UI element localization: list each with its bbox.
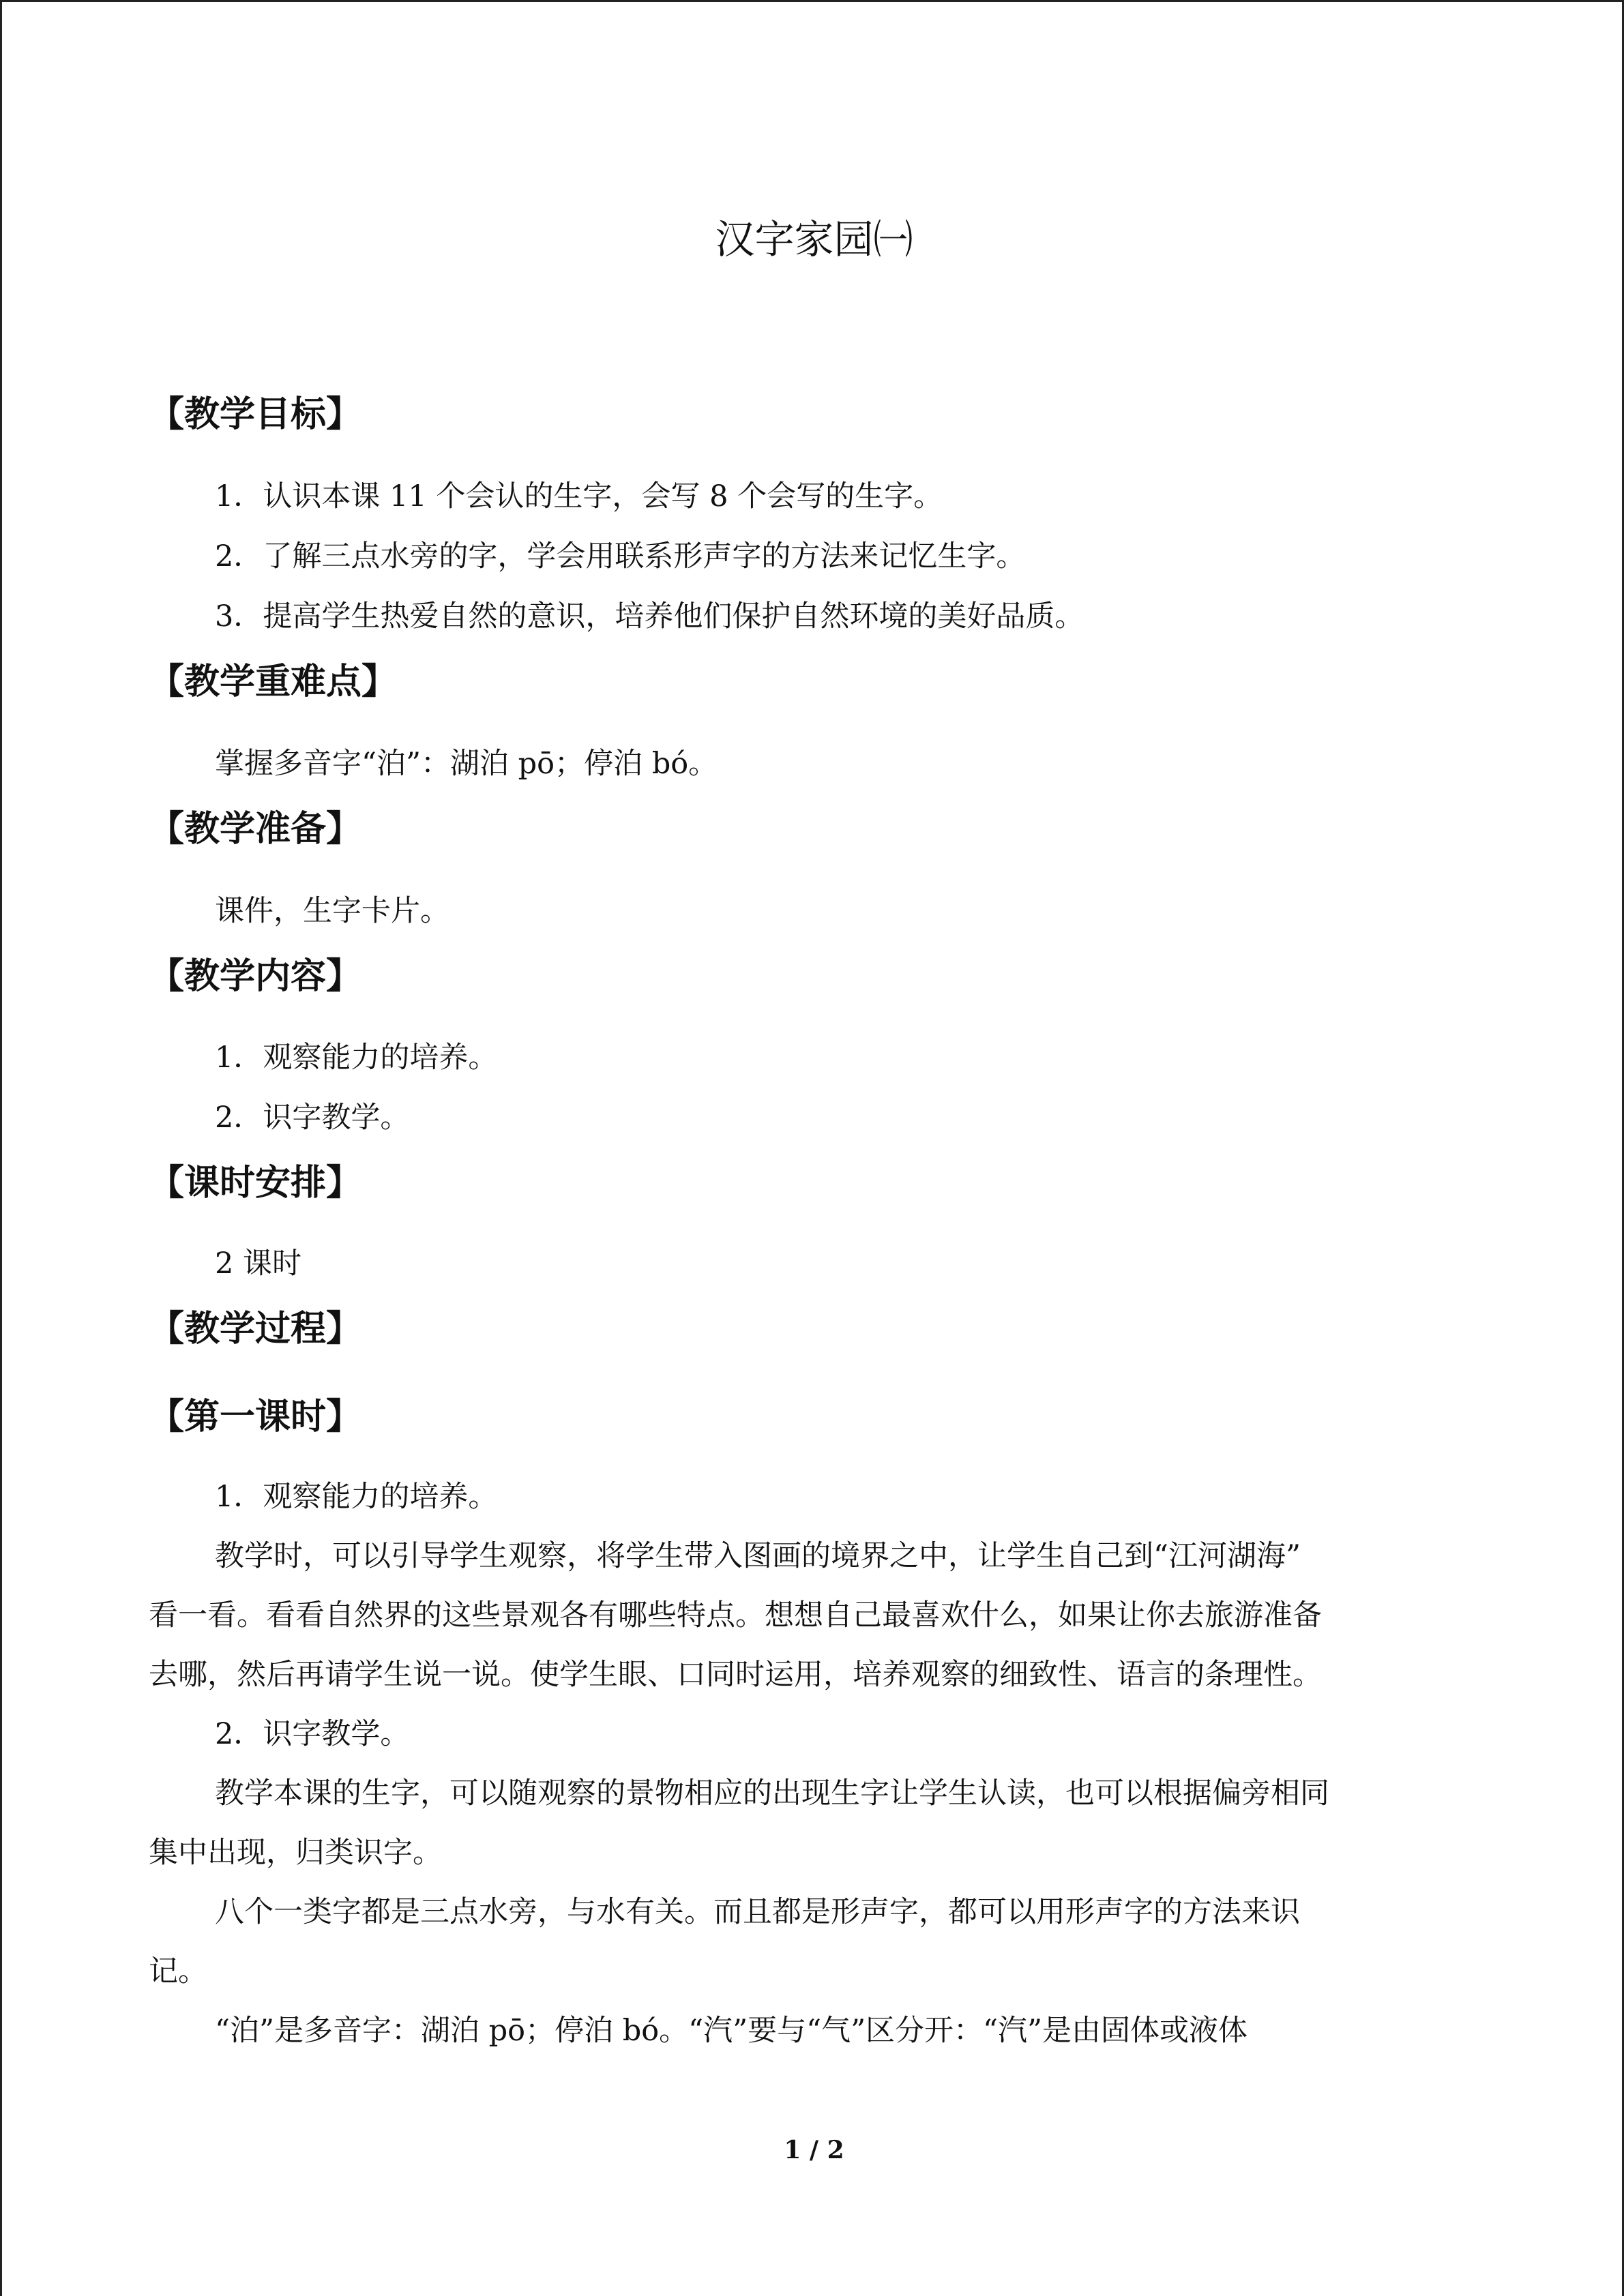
goal-item-3: 3．提高学生热爱自然的意识，培养他们保护自然环境的美好品质。 <box>215 599 1084 633</box>
heading-teaching-process: 【教学过程】 <box>149 1309 362 1350</box>
content-item-2: 2．识字教学。 <box>215 1101 410 1135</box>
lesson1-line-2: 教学时，可以引导学生观察，将学生带入图画的境界之中，让学生自己到“江河湖海” <box>215 1539 1301 1573</box>
lesson1-line-7: 集中出现，归类识字。 <box>149 1836 442 1870</box>
lesson1-line-6: 教学本课的生字，可以随观察的景物相应的出现生字让学生认读，也可以根据偏旁相同 <box>215 1776 1329 1810</box>
heading-schedule: 【课时安排】 <box>149 1163 362 1204</box>
lesson1-line-8: 八个一类字都是三点水旁，与水有关。而且都是形声字，都可以用形声字的方法来识 <box>215 1895 1300 1929</box>
heading-preparation: 【教学准备】 <box>149 809 362 850</box>
heading-teaching-goals: 【教学目标】 <box>149 394 362 435</box>
heading-key-points: 【教学重难点】 <box>149 661 398 702</box>
heading-first-lesson: 【第一课时】 <box>149 1397 362 1437</box>
preparation-text: 课件，生字卡片。 <box>215 894 449 928</box>
content-item-1: 1．观察能力的培养。 <box>215 1041 498 1075</box>
document-title: 汉字家园㈠ <box>715 216 913 263</box>
lesson1-line-1: 1．观察能力的培养。 <box>215 1480 498 1514</box>
goal-item-1: 1．认识本课 11 个会认的生字，会写 8 个会写的生字。 <box>215 479 943 513</box>
schedule-text: 2 课时 <box>215 1247 302 1281</box>
goal-item-2: 2．了解三点水旁的字，学会用联系形声字的方法来记忆生字。 <box>215 539 1026 573</box>
lesson1-line-5: 2．识字教学。 <box>215 1717 410 1751</box>
lesson1-line-3: 看一看。看看自然界的这些景观各有哪些特点。想想自己最喜欢什么，如果让你去旅游准备 <box>149 1598 1322 1632</box>
lesson1-line-4: 去哪，然后再请学生说一说。使学生眼、口同时运用，培养观察的细致性、语言的条理性。 <box>149 1658 1322 1692</box>
key-points-text: 掌握多音字“泊”：湖泊 pō；停泊 bó。 <box>215 747 718 781</box>
lesson1-line-9: 记。 <box>149 1954 207 1988</box>
lesson1-line-10: “泊”是多音字：湖泊 pō；停泊 bó。“汽”要与“气”区分开：“汽”是由固体或液体 <box>215 2014 1248 2048</box>
page-number: 1 / 2 <box>784 2136 844 2164</box>
heading-teaching-content: 【教学内容】 <box>149 956 362 997</box>
